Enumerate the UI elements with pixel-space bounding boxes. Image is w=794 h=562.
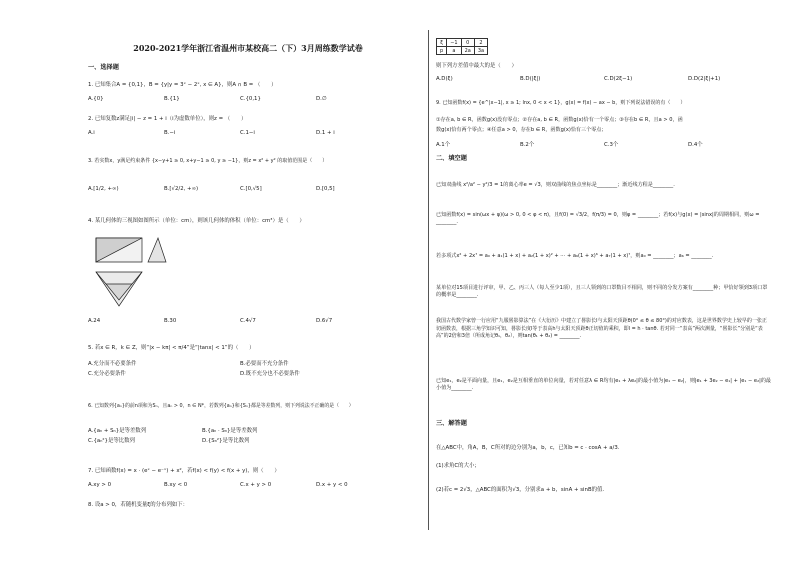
option-b: B.{1} bbox=[164, 96, 180, 102]
section-fill-heading: 二、填空题 bbox=[436, 155, 467, 162]
fill-question-6: 已知e₁，e₂是平面向量，且e₁，e₂是互相垂直的单位向量，若对任意λ ∈ R均有|e₁ + λe₂|的最小值为|e₁ − e₂|，则|e₁ + 3e₂ − e₁| + |e₁ − e₂|的最小值为________. bbox=[436, 378, 772, 391]
table-cell: 2a bbox=[461, 47, 474, 55]
fill-question-3: 若多项式x² + 2x⁷ = a₀ + a₁(1 + x) + a₂(1 + x)² + ⋯ + a₆(1 + x)⁶ + a₇(1 + x)⁷，则a₀ = ________；a₆ = ________. bbox=[436, 253, 714, 259]
question-6: 6. 已知数列{aₙ}的前n项和为Sₙ，且aₙ > 0，n ∈ N*，若数列{aₙ}和{Sₙ}都是等差数列，则下列说法不正确的是（ ） bbox=[88, 403, 354, 409]
question-5: 5. 若x ∈ R，k ∈ Z，则“|x − kπ| < π/4”是“|tanx| < 1”的（ ） bbox=[88, 345, 255, 351]
option-c: C.{aₙ²}是等比数列 bbox=[88, 438, 135, 444]
option-a: A.D(ξ) bbox=[436, 76, 453, 82]
option-d: D.[0,5] bbox=[316, 186, 335, 192]
question-6-options-row2 bbox=[88, 436, 316, 444]
option-b: B.2个 bbox=[520, 142, 535, 148]
option-d: D.D(2|ξ|+1) bbox=[688, 76, 721, 82]
option-d: D.{Sₙ²}是等比数列 bbox=[202, 438, 250, 444]
option-a: A.充分而不必要条件 bbox=[88, 361, 137, 367]
column-divider bbox=[428, 30, 429, 530]
option-c: C.4√7 bbox=[240, 318, 256, 324]
question-1: 1. 已知集合A = {0,1}，B = {y|y = 3ˣ − 2ˣ, x ∈ A}，则A ∩ B = （ ） bbox=[88, 82, 277, 88]
fill-question-4: 某单位对15项目进行评审，甲、乙、丙三人（每人至少1项），且三人领到的口罩数目不相同，则不同的分发方案有________种；甲恰好领到3项口罩的概率是________. bbox=[436, 285, 768, 298]
option-b: B.必要而不充分条件 bbox=[240, 361, 289, 367]
table-cell: 3a bbox=[474, 47, 487, 55]
table-row bbox=[437, 39, 488, 47]
option-a: A.1个 bbox=[436, 142, 451, 148]
option-b: B.xy < 0 bbox=[164, 482, 188, 488]
option-c: C.[0,√5] bbox=[240, 186, 262, 192]
option-d: D.既不充分也不必要条件 bbox=[240, 371, 300, 377]
question-6-options-row1 bbox=[88, 426, 316, 434]
option-b: B.[√2/2, +∞) bbox=[164, 186, 199, 192]
table-cell: 2 bbox=[474, 39, 487, 47]
question-5-options-row1 bbox=[88, 359, 392, 367]
fill-question-2: 已知函数f(x) = sin(ωx + φ)(ω > 0, 0 < φ < π)，且f(0) = √3/2，f(π/3) = 0，则φ = ________；若f(x)与g(x) = |sinx|的周期相同，则ω = ________. bbox=[436, 212, 760, 225]
solve-question-intro: 在△ABC中，角A，B，C所对的边分别为a，b，c，已知b = c · cosA + a/3. bbox=[436, 445, 620, 451]
question-2: 2. 已知复数z满足|i| − z = 1 + i（i为虚数单位），则z = （ ） bbox=[88, 116, 247, 122]
section-solve-heading: 三、解答题 bbox=[436, 420, 467, 427]
page-title: 2020-2021学年浙江省温州市某校高二（下）3月周练数学试卷 bbox=[133, 43, 363, 53]
question-7: 7. 已知函数f(x) = x · (eˣ − e⁻ˣ) + x²，若f(x) < f(y) < f(x + y)，则（ ） bbox=[88, 468, 280, 474]
front-view bbox=[96, 238, 142, 262]
option-b: B.30 bbox=[164, 318, 177, 324]
solve-question-part1: (1)求角C的大小； bbox=[436, 463, 480, 469]
option-b: B.D(|ξ|) bbox=[520, 76, 541, 82]
option-d: D.∅ bbox=[316, 96, 327, 102]
table-row bbox=[437, 47, 488, 55]
three-view-figure bbox=[92, 232, 192, 310]
top-view bbox=[96, 272, 142, 306]
option-c: C.x + y > 0 bbox=[240, 482, 272, 488]
option-c: C.3个 bbox=[604, 142, 619, 148]
question-8: 8. 设a > 0，若随机变量ξ的分布列如下： bbox=[88, 502, 189, 508]
fill-question-1: 已知双曲线 x²/a² − y²/3 = 1的离心率e = √3，则双曲线的焦点坐标是________；渐近线方程是________. bbox=[436, 182, 675, 188]
table-cell: ξ bbox=[437, 39, 447, 47]
solve-question-part2: (2)若c = 2√3，△ABC的面积为√3，分别求a + b，sinA + sinB的值. bbox=[436, 487, 605, 493]
option-c: C.充分必要条件 bbox=[88, 371, 126, 377]
option-b: B.{aₙ · Sₙ}是等差数列 bbox=[202, 428, 258, 434]
option-c: C.{0,1} bbox=[240, 96, 261, 102]
section-choice-heading: 一、选择题 bbox=[88, 64, 119, 71]
question-9: 9. 已知函数f(x) = {e^|x−1|, x ≥ 1; lnx, 0 < x < 1}，g(x) = f(x) − ax − b，则下列说法错误的有（ ） bbox=[436, 100, 686, 106]
option-d: D.6√7 bbox=[316, 318, 333, 324]
option-a: A.[1/2, +∞) bbox=[88, 186, 119, 192]
table-cell: 0 bbox=[461, 39, 474, 47]
question-9-line1: ①存在a, b ∈ R，函数g(x)没有零点；②存在a, b ∈ R，函数g(x)恰有一个零点；③存在b ∈ R，且a > 0，函 bbox=[436, 117, 683, 123]
question-4: 4. 某几何体的三视图如图所示（单位：cm），则该几何体的体积（单位：cm³）是（ ） bbox=[88, 218, 305, 224]
option-d: D.1 + i bbox=[316, 130, 335, 136]
table-cell: −1 bbox=[447, 39, 461, 47]
question-5-options-row2 bbox=[88, 369, 392, 377]
question-9-options bbox=[436, 140, 772, 148]
question-8-continued: 则下列方差值中最大的是（ ） bbox=[436, 63, 517, 69]
option-a: A.{0} bbox=[88, 96, 104, 102]
question-3-options bbox=[88, 186, 392, 192]
option-c: C.1−i bbox=[240, 130, 255, 136]
option-a: A.{aₙ + Sₙ}是等差数列 bbox=[88, 428, 147, 434]
question-8-options bbox=[436, 76, 772, 82]
question-1-options bbox=[88, 96, 392, 102]
option-c: C.D(2ξ−1) bbox=[604, 76, 633, 82]
fill-question-5: 我国古代数学家曾一行应用“九服晷影算法”在《大衍历》中建立了晷影长l与太阳天顶距θ(0° ≤ θ ≤ 80°)的对应数表，这是世界数学史上较早的一张正切函数表，根据三角学知识可知，晷影长度l等于表高h与太阳天顶距θ正切值的乘积，即l = h · tanθ. 若对同一“表高”两次测量，“晷影长”分别是“表高”的2倍和3倍（所成角记θ₁，θ₂），则tan(θ₁ + θ₂) = ________. bbox=[436, 318, 767, 340]
option-d: D.4个 bbox=[688, 142, 703, 148]
question-2-options bbox=[88, 130, 392, 136]
question-9-line2: 数g(x)恰有两个零点；④任意a > 0，存在b ∈ R，函数g(x)恰有三个零点； bbox=[436, 127, 607, 133]
question-3: 3. 若实数x，y满足约束条件 {x−y+1 ≥ 0, x+y−1 ≥ 0, y ≥ −1}，则z = x² + y² 的取值范围是（ ） bbox=[88, 158, 328, 164]
option-a: A.xy > 0 bbox=[88, 482, 112, 488]
question-7-options bbox=[88, 482, 392, 488]
side-view bbox=[148, 238, 166, 262]
table-cell: p bbox=[437, 47, 447, 55]
option-b: B.−i bbox=[164, 130, 176, 136]
distribution-table bbox=[436, 38, 488, 55]
table-cell: a bbox=[447, 47, 461, 55]
option-a: A.24 bbox=[88, 318, 101, 324]
option-d: D.x + y < 0 bbox=[316, 482, 348, 488]
option-a: A.i bbox=[88, 130, 95, 136]
question-4-options bbox=[88, 318, 392, 324]
